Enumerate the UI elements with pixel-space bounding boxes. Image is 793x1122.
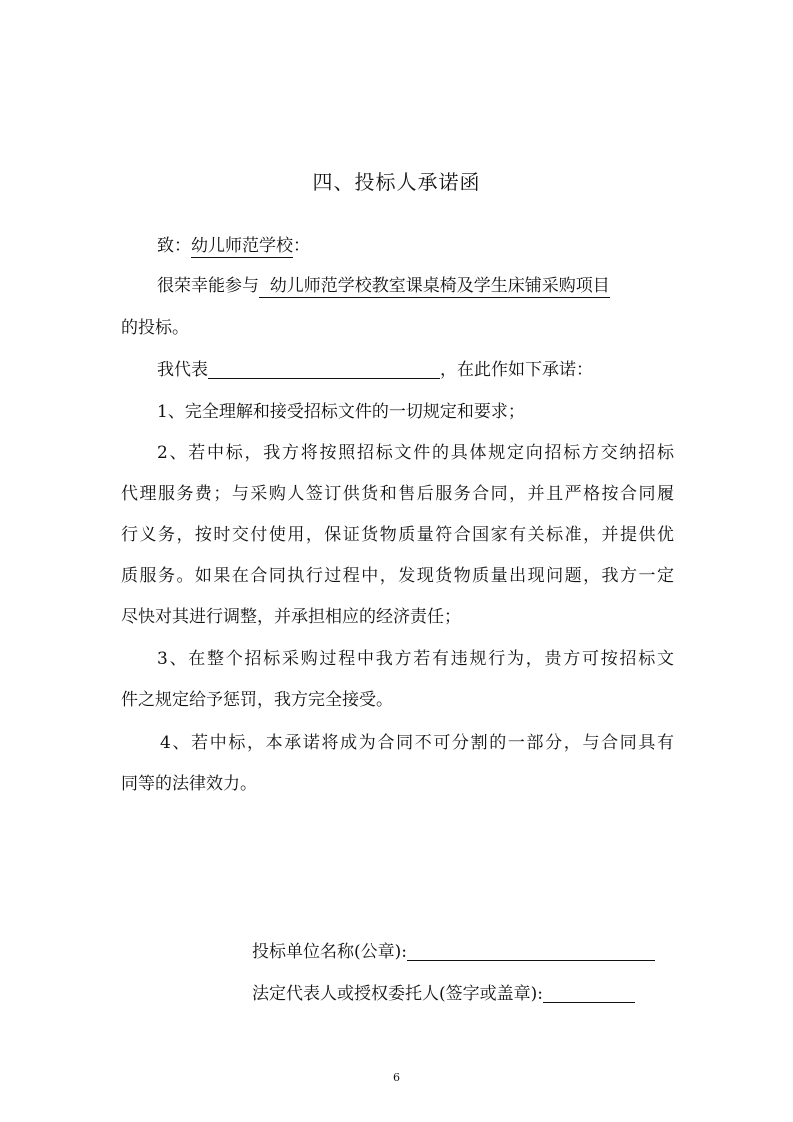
commitment-item-4-line: 同等的法律效力。 (121, 774, 257, 794)
salutation-suffix: ： (293, 236, 310, 256)
signature-rep-line (252, 982, 635, 1006)
signature-rep-label: 法定代表人或授权委托人(签字或盖章): (252, 984, 543, 1004)
commitment-item-2-line: 尽快对其进行调整，并承担相应的经济责任； (121, 607, 461, 627)
commitment-item-1: 1、完全理解和接受招标文件的一切规定和要求； (157, 402, 525, 422)
representative-line (157, 358, 593, 382)
commitment-item-2-line: 质服务。如果在合同执行过程中，发现货物质量出现问题，我方一定 (121, 566, 674, 586)
rep-suffix: ，在此作如下承诺： (440, 360, 593, 380)
commitment-item-3-line: 3、在整个招标采购过程中我方若有违规行为，贵方可按招标文 (157, 649, 674, 669)
commitment-item-2-line: 代理服务费；与采购人签订供货和售后服务合同，并且严格按合同履 (121, 484, 674, 504)
commitment-item-3-line: 件之规定给予惩罚，我方完全接受。 (121, 690, 393, 710)
intro-suffix: 的投标。 (121, 318, 189, 338)
salutation-prefix: 致： (157, 236, 191, 256)
intro-line (157, 274, 610, 298)
salutation (157, 234, 310, 258)
commitment-item-2-line: 2、若中标，我方将按照招标文件的具体规定向招标方交纳招标 (157, 443, 674, 463)
unit-name-blank (407, 940, 655, 961)
signature-unit-line (252, 940, 655, 964)
page-title: 四、投标人承诺函 (312, 170, 481, 194)
project-name: 幼儿师范学校教室课桌椅及学生床铺采购项目 (259, 276, 610, 296)
commitment-item-4-line: 4、若中标，本承诺将成为合同不可分割的一部分，与合同具有 (160, 733, 674, 753)
representative-blank (208, 358, 440, 379)
signature-blank (543, 982, 635, 1003)
signature-unit-label: 投标单位名称(公章): (252, 942, 407, 962)
recipient-name: 幼儿师范学校 (191, 236, 293, 256)
intro-prefix: 很荣幸能参与 (157, 276, 259, 296)
rep-prefix: 我代表 (157, 360, 208, 380)
commitment-item-2-line: 行义务，按时交付使用，保证货物质量符合国家有关标准，并提供优 (121, 525, 674, 545)
page-number: 6 (393, 1071, 400, 1084)
